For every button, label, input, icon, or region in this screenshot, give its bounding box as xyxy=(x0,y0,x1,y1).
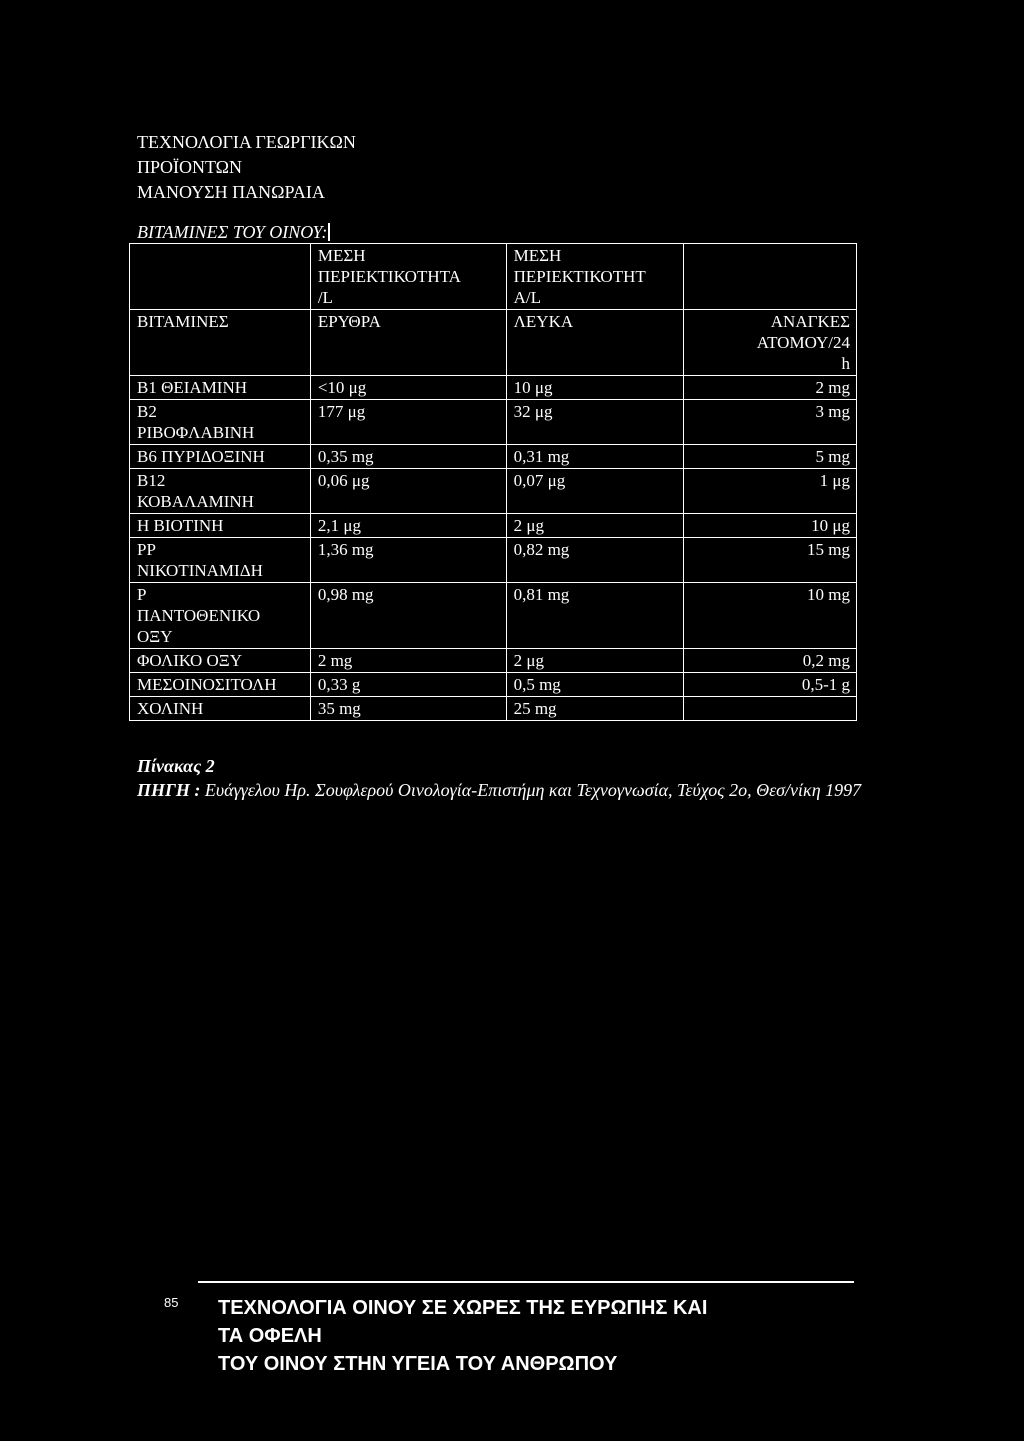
text-cursor xyxy=(328,223,330,241)
column-header-daily-needs: ΑΝΑΓΚΕΣ ΑΤΟΜΟΥ/24 h xyxy=(684,310,857,376)
vitamins-table-body xyxy=(130,244,857,721)
daily-need-value-cell: 5 mg xyxy=(684,445,857,469)
table-row xyxy=(130,649,857,673)
header-line-1: ΤΕΧΝΟΛΟΓΙΑ ΓΕΩΡΓΙΚΩΝ xyxy=(137,132,356,152)
vitamin-name-cell: ΦΟΛΙΚΟ ΟΞΥ xyxy=(130,649,311,673)
table-cell-blank xyxy=(684,244,857,310)
red-wine-value-cell: 2,1 μg xyxy=(310,514,506,538)
daily-need-value-cell: 2 mg xyxy=(684,376,857,400)
column-header-red: ΕΡΥΘΡΑ xyxy=(310,310,506,376)
footer-title-line-1: ΤΕΧΝΟΛΟΓΙΑ ΟΙΝΟΥ ΣΕ ΧΩΡΕΣ ΤΗΣ ΕΥΡΩΠΗΣ ΚΑΙ xyxy=(218,1297,708,1319)
vitamins-table xyxy=(129,243,857,721)
white-wine-value-cell: 0,31 mg xyxy=(506,445,684,469)
column-header-vitamins: ΒΙΤΑΜΙΝΕΣ xyxy=(130,310,311,376)
footer-title xyxy=(218,1294,707,1378)
footer-title-line-2: ΤΑ ΟΦΕΛΗ xyxy=(218,1325,322,1347)
source-citation xyxy=(137,778,877,802)
daily-need-value-cell: 15 mg xyxy=(684,538,857,583)
source-text: Ευάγγελου Ηρ. Σουφλερού Οινολογία-Επιστήμη και Τεχνογνωσία, Τεύχος 2ο, Θεσ/νίκη 1997 xyxy=(204,780,862,800)
vitamin-name-cell: Β1 ΘΕΙΑΜΙΝΗ xyxy=(130,376,311,400)
page-number: 85 xyxy=(164,1295,179,1310)
white-wine-value-cell: 0,82 mg xyxy=(506,538,684,583)
vitamin-name-cell: Β6 ΠΥΡΙΔΟΞΙΝΗ xyxy=(130,445,311,469)
white-wine-value-cell: 2 μg xyxy=(506,514,684,538)
daily-need-value-cell: 0,5-1 g xyxy=(684,673,857,697)
vitamin-name-cell: Β2 ΡΙΒΟΦΛΑΒΙΝΗ xyxy=(130,400,311,445)
red-wine-value-cell: 35 mg xyxy=(310,697,506,721)
white-wine-value-cell: 0,81 mg xyxy=(506,583,684,649)
table-row xyxy=(130,376,857,400)
white-wine-value-cell: 10 μg xyxy=(506,376,684,400)
section-title xyxy=(137,222,330,243)
column-header-white-content: ΜΕΣΗ ΠΕΡΙΕΚΤΙΚΟΤΗΤ Α/L xyxy=(506,244,684,310)
document-header xyxy=(137,130,356,205)
footer-divider xyxy=(198,1281,854,1283)
column-header-red-content: ΜΕΣΗ ΠΕΡΙΕΚΤΙΚΟΤΗΤΑ /L xyxy=(310,244,506,310)
vitamin-name-cell: ΜΕΣΟΙΝΟΣΙΤΟΛΗ xyxy=(130,673,311,697)
red-wine-value-cell: 0,35 mg xyxy=(310,445,506,469)
white-wine-value-cell: 2 μg xyxy=(506,649,684,673)
table-row xyxy=(130,514,857,538)
header-line-3: ΜΑΝΟΥΣΗ ΠΑΝΩΡΑΙΑ xyxy=(137,182,325,202)
table-caption-text: Πίνακας 2 xyxy=(137,756,215,776)
vitamin-name-cell: Β12 ΚΟΒΑΛΑΜΙΝΗ xyxy=(130,469,311,514)
red-wine-value-cell: 2 mg xyxy=(310,649,506,673)
section-title-text: ΒΙΤΑΜΙΝΕΣ ΤΟΥ ΟΙΝΟΥ: xyxy=(137,222,328,242)
red-wine-value-cell: 1,36 mg xyxy=(310,538,506,583)
table-row xyxy=(130,469,857,514)
daily-need-value-cell: 3 mg xyxy=(684,400,857,445)
table-row xyxy=(130,697,857,721)
white-wine-value-cell: 0,07 μg xyxy=(506,469,684,514)
white-wine-value-cell: 0,5 mg xyxy=(506,673,684,697)
red-wine-value-cell: 0,06 μg xyxy=(310,469,506,514)
daily-need-value-cell: 0,2 mg xyxy=(684,649,857,673)
vitamin-name-cell: Η ΒΙΟΤΙΝΗ xyxy=(130,514,311,538)
daily-need-value-cell: 10 μg xyxy=(684,514,857,538)
vitamin-name-cell: Ρ ΠΑΝΤΟΘΕΝΙΚΟ ΟΞΥ xyxy=(130,583,311,649)
table-row xyxy=(130,583,857,649)
table-cell-blank xyxy=(130,244,311,310)
header-line-2: ΠΡΟΪΟΝΤΩΝ xyxy=(137,157,243,177)
vitamin-name-cell: PP ΝΙΚΟΤΙΝΑΜΙΔΗ xyxy=(130,538,311,583)
red-wine-value-cell: 177 μg xyxy=(310,400,506,445)
table-row xyxy=(130,400,857,445)
table-row xyxy=(130,538,857,583)
table-row xyxy=(130,445,857,469)
vitamin-name-cell: ΧΟΛΙΝΗ xyxy=(130,697,311,721)
source-label: ΠΗΓΗ : xyxy=(137,780,201,800)
footer-title-line-3: ΤΟΥ ΟΙΝΟΥ ΣΤΗΝ ΥΓΕΙΑ ΤΟΥ ΑΝΘΡΩΠΟΥ xyxy=(218,1353,618,1375)
table-caption xyxy=(137,754,215,778)
white-wine-value-cell: 32 μg xyxy=(506,400,684,445)
red-wine-value-cell: 0,98 mg xyxy=(310,583,506,649)
red-wine-value-cell: <10 μg xyxy=(310,376,506,400)
table-row xyxy=(130,673,857,697)
table-top-header-row xyxy=(130,244,857,310)
daily-need-value-cell xyxy=(684,697,857,721)
column-header-white: ΛΕΥΚΑ xyxy=(506,310,684,376)
table-header-row xyxy=(130,310,857,376)
daily-need-value-cell: 10 mg xyxy=(684,583,857,649)
white-wine-value-cell: 25 mg xyxy=(506,697,684,721)
daily-need-value-cell: 1 μg xyxy=(684,469,857,514)
red-wine-value-cell: 0,33 g xyxy=(310,673,506,697)
